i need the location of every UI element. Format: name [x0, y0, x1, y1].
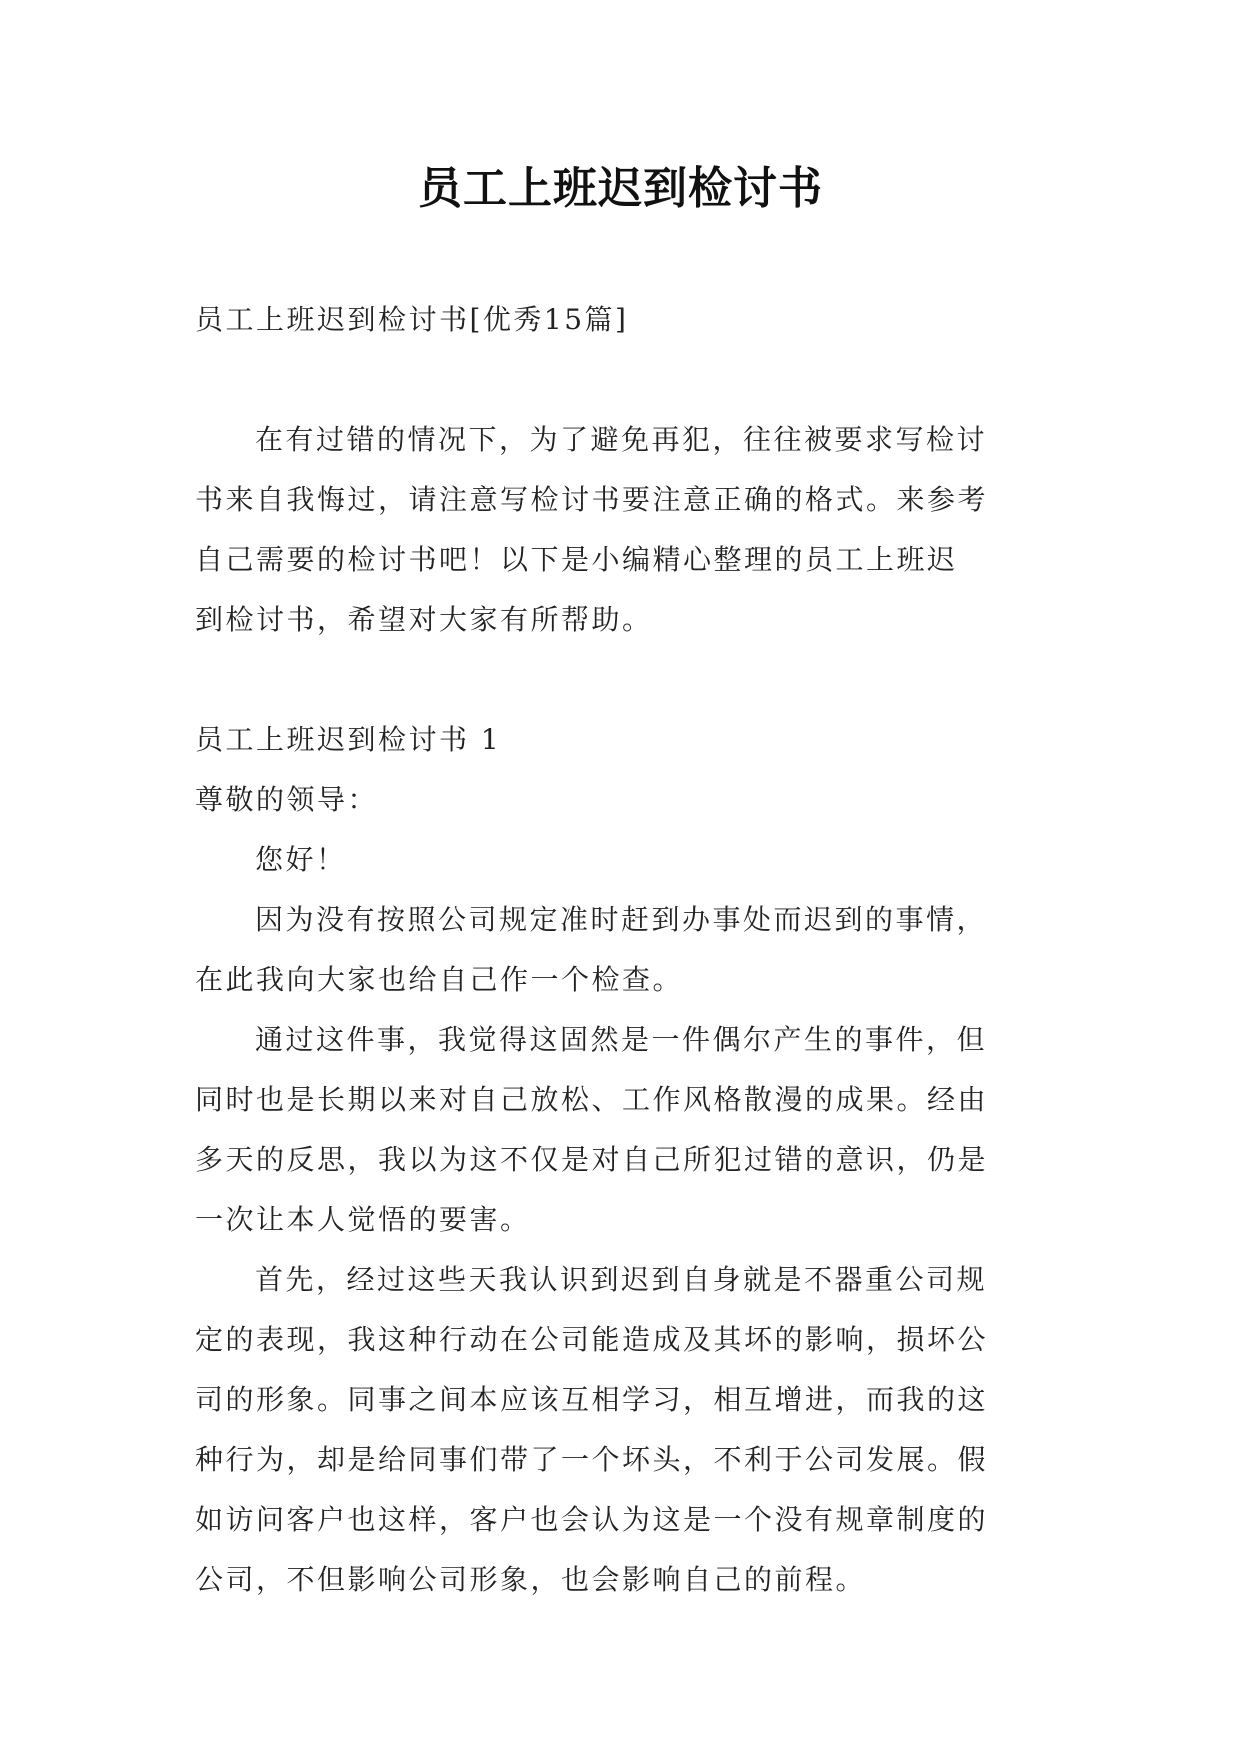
paragraph-line: 同时也是长期以来对自己放松、工作风格散漫的成果。经由	[195, 1083, 989, 1116]
paragraph-line: 在此我向大家也给自己作一个检查。	[195, 963, 684, 996]
paragraph-line: 司的形象。同事之间本应该互相学习，相互增进，而我的这	[195, 1383, 989, 1416]
greeting: 您好！	[255, 843, 347, 876]
document-subtitle: 员工上班迟到检讨书[优秀15篇]	[195, 303, 629, 336]
section-heading: 员工上班迟到检讨书 1	[195, 723, 502, 756]
intro-line: 在有过错的情况下，为了避免再犯，往往被要求写检讨	[255, 423, 988, 456]
paragraph-line: 种行为，却是给同事们带了一个坏头，不利于公司发展。假	[195, 1443, 989, 1476]
paragraph-line: 通过这件事，我觉得这固然是一件偶尔产生的事件，但	[255, 1023, 988, 1056]
paragraph-line: 一次让本人觉悟的要害。	[195, 1203, 531, 1236]
intro-line: 到检讨书，希望对大家有所帮助。	[195, 603, 653, 636]
paragraph-line: 公司，不但影响公司形象，也会影响自己的前程。	[195, 1563, 867, 1596]
paragraph-line: 如访问客户也这样，客户也会认为这是一个没有规章制度的	[195, 1503, 989, 1536]
salutation: 尊敬的领导：	[195, 783, 379, 816]
paragraph-line: 定的表现，我这种行动在公司能造成及其坏的影响，损坏公	[195, 1323, 989, 1356]
intro-line: 自己需要的检讨书吧！以下是小编精心整理的员工上班迟	[195, 543, 958, 576]
document-title: 员工上班迟到检讨书	[418, 163, 823, 214]
paragraph-line: 多天的反思，我以为这不仅是对自己所犯过错的意识，仍是	[195, 1143, 989, 1176]
paragraph-line: 首先，经过这些天我认识到迟到自身就是不器重公司规	[255, 1263, 988, 1296]
paragraph-line: 因为没有按照公司规定准时赶到办事处而迟到的事情，	[255, 903, 988, 936]
intro-line: 书来自我悔过，请注意写检讨书要注意正确的格式。来参考	[195, 483, 989, 516]
